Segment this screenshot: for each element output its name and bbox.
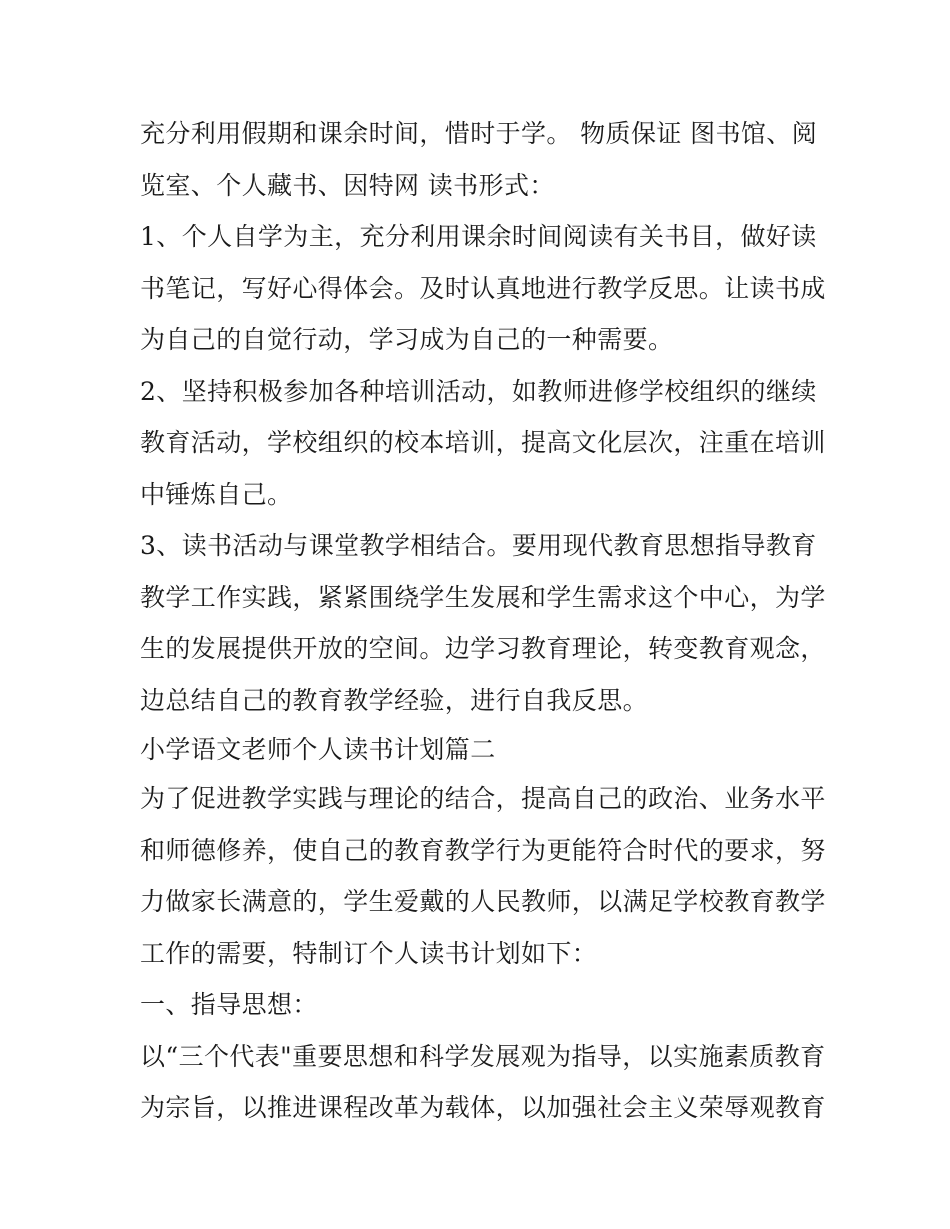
text-line: 为自己的自觉行动，学习成为自己的一种需要。 [140,325,674,354]
section-heading: 小学语文老师个人读书计划篇二 [140,735,496,764]
text-line: 力做家长满意的，学生爱戴的人民教师，以满足学校教育教学 [140,887,826,916]
text-line: 1、个人自学为主，充分利用课余时间阅读有关书目，做好读 [140,222,817,251]
text-line: 为宗旨，以推进课程改革为载体，以加强社会主义荣辱观教育 [140,1093,826,1122]
text-line: 生的发展提供开放的空间。边学习教育理论，转变教育观念， [140,634,826,663]
document-body [140,108,826,1134]
text-line: 以“三个代表"重要思想和科学发展观为指导，以实施素质教育 [140,1041,826,1071]
text-line: 和师德修养，使自己的教育教学行为更能符合时代的要求，努 [140,835,826,865]
text-line: 工作的需要，特制订个人读书计划如下： [140,938,598,968]
text-line: 书笔记，写好心得体会。及时认真地进行教学反思。让读书成 [140,273,826,303]
text-line: 边总结自己的教育教学经验，进行自我反思。 [140,685,649,715]
text-line: 中锤炼自己。 [140,479,293,509]
text-line: 为了促进教学实践与理论的结合，提高自己的政治、业务水平 [140,784,826,813]
text-line: 教学工作实践，紧紧围绕学生发展和学生需求这个中心，为学 [140,582,826,612]
text-line: 充分利用假期和课余时间，惜时于学。 物质保证 图书馆、阅 [140,119,818,148]
text-line: 3、读书活动与课堂教学相结合。要用现代教育思想指导教育 [140,531,817,560]
text-line: 2、坚持积极参加各种培训活动，如教师进修学校组织的继续 [140,376,817,406]
text-line: 览室、个人藏书、因特网 读书形式： [140,170,555,200]
text-line: 教育活动，学校组织的校本培训，提高文化层次，注重在培训 [140,428,826,457]
section-subheading: 一、指导思想： [140,990,318,1019]
